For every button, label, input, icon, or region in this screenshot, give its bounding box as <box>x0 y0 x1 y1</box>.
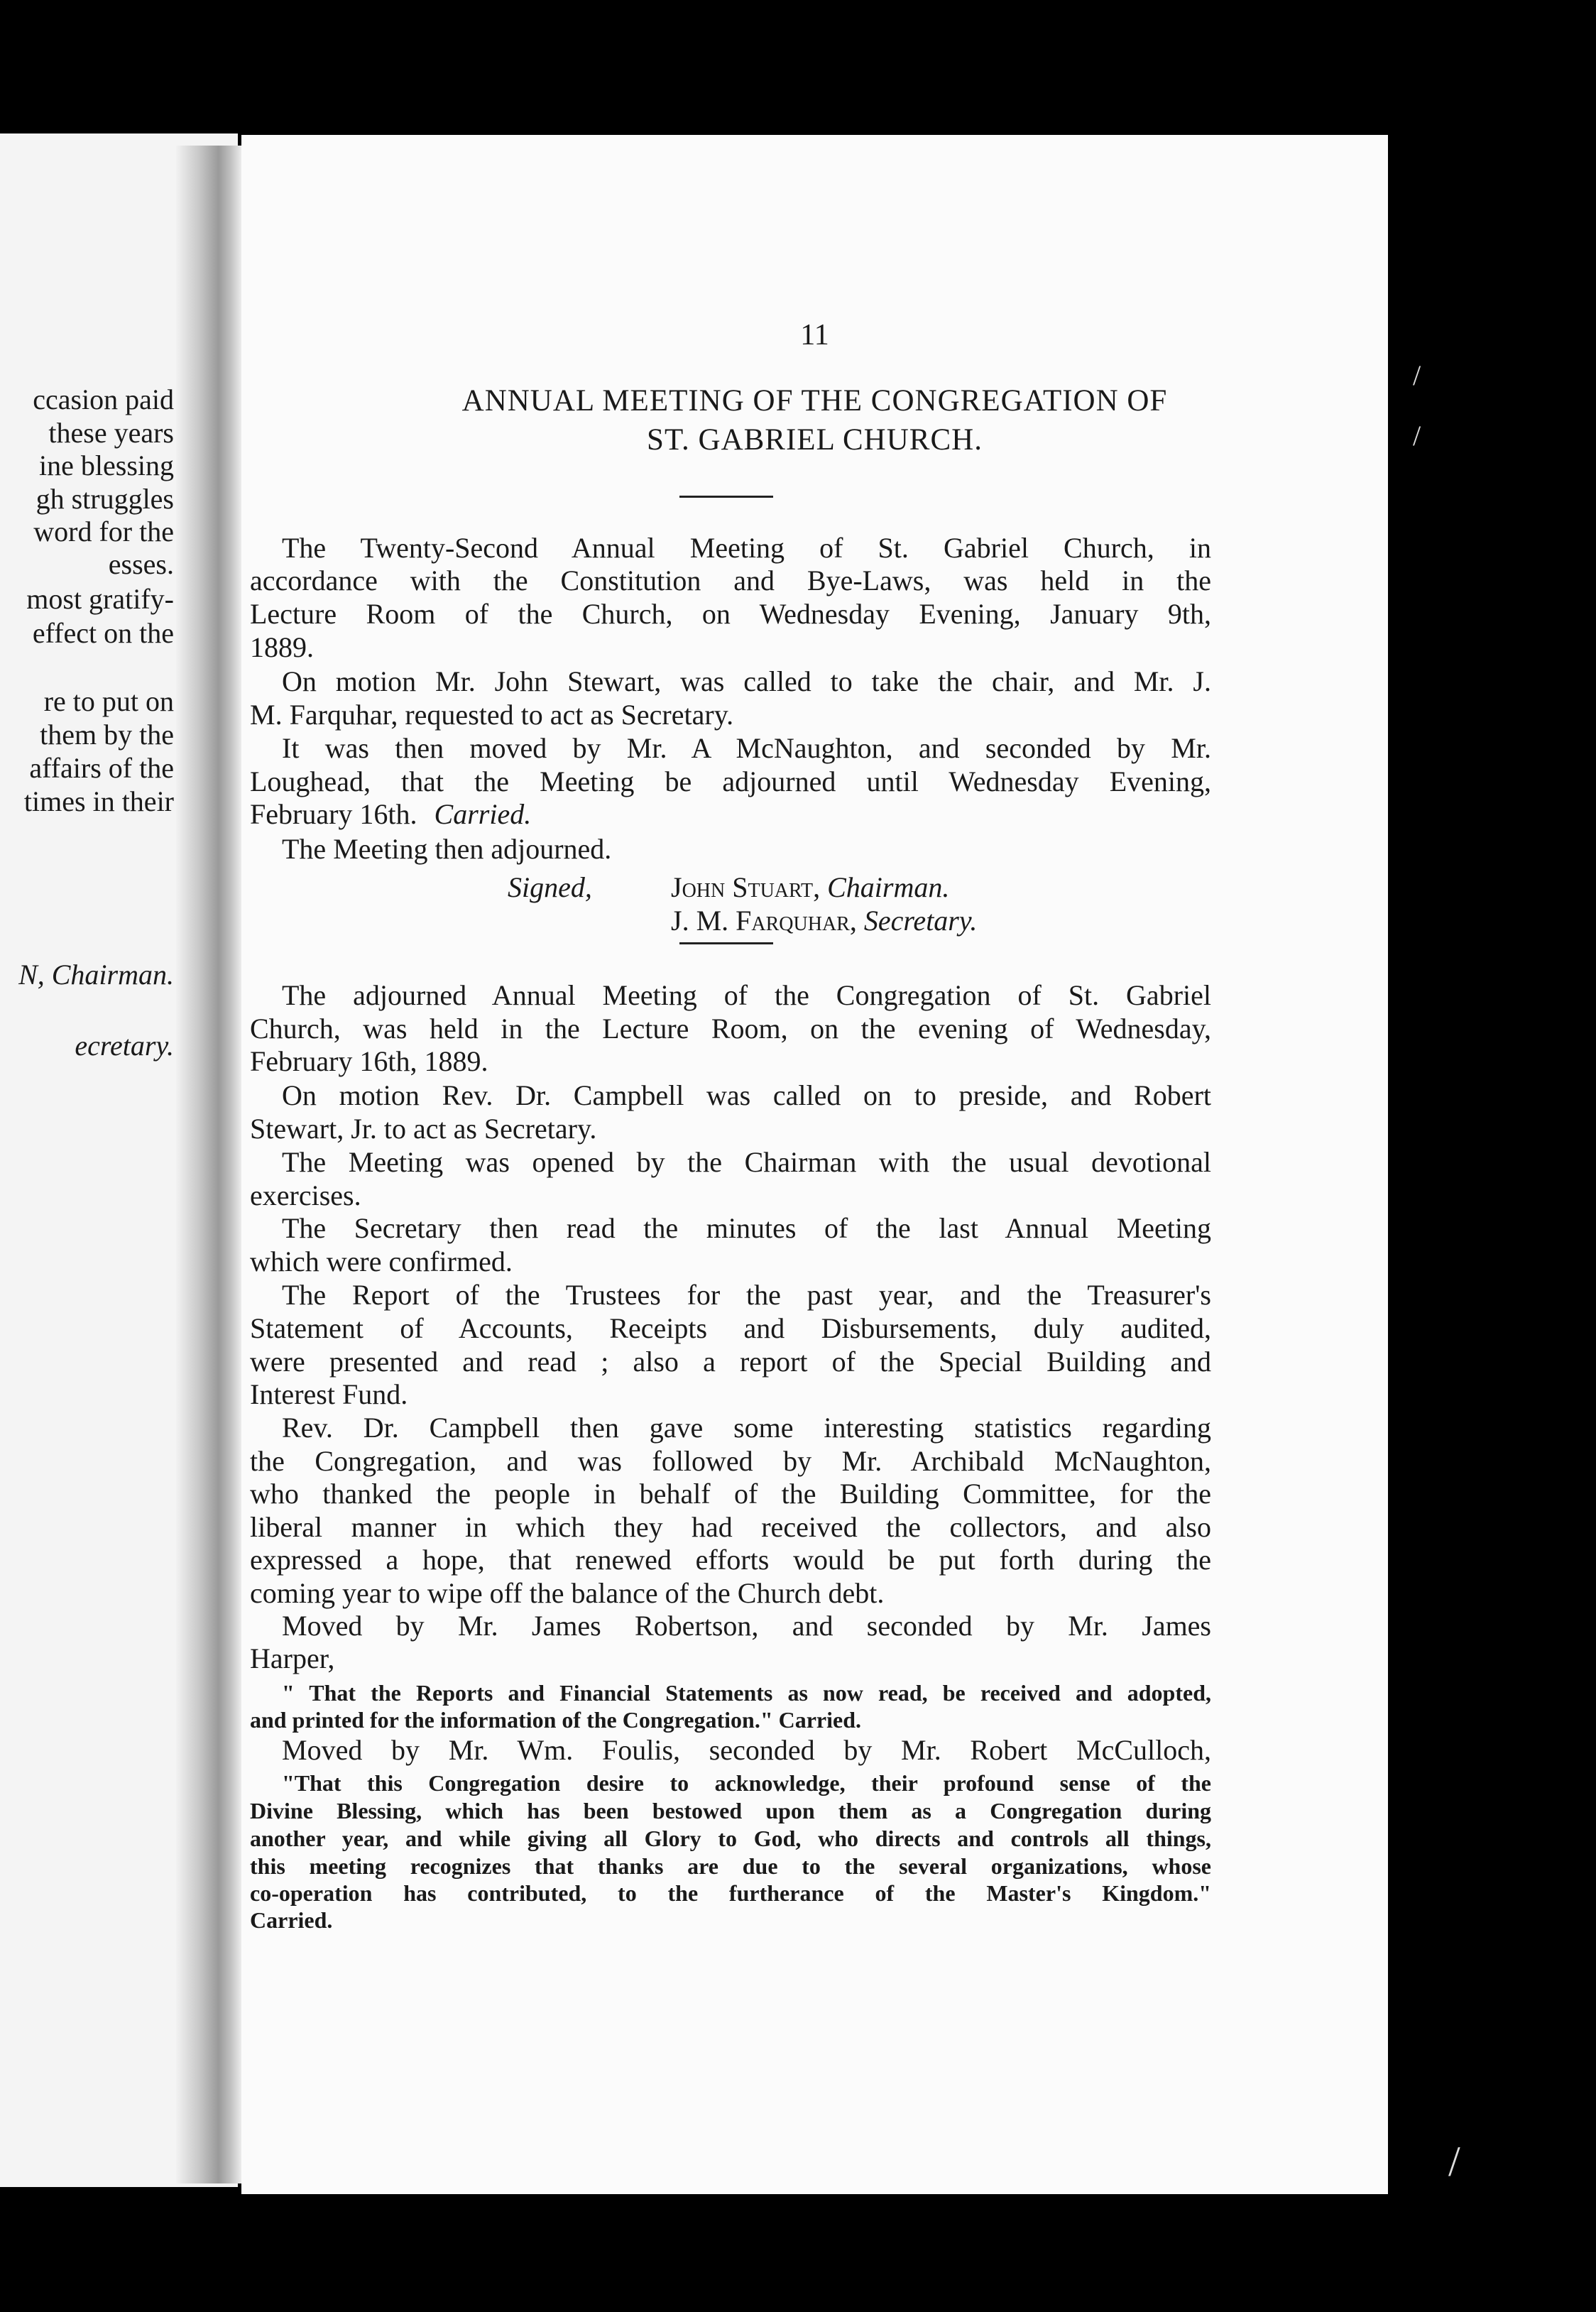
left-page-line: ccasion paid <box>33 383 174 415</box>
left-page-line: ine blessing <box>39 449 174 481</box>
book-spine-shadow <box>176 146 241 2183</box>
paragraph-line: the Congregation, and was followed by Mr. Archibald McNaughton, <box>250 1445 1211 1477</box>
carried-text: Carried. <box>434 798 532 830</box>
resolution-line: this meeting recognizes that thanks are due to the several organizations, whose <box>250 1853 1211 1879</box>
paragraph-line: coming year to wipe off the balance of the Church debt. <box>250 1577 885 1609</box>
paragraph-line: Church, was held in the Lecture Room, on the evening of Wednesday, <box>250 1013 1211 1045</box>
paragraph-line: which were confirmed. <box>250 1245 513 1277</box>
paragraph-line: Moved by Mr. James Robertson, and seconded by Mr. James <box>282 1610 1211 1642</box>
paragraph-line: 1889. <box>250 631 314 663</box>
paragraph-line: It was then moved by Mr. A McNaughton, and seconded by Mr. <box>282 732 1211 764</box>
chairman-signature <box>671 871 949 904</box>
resolution-line: " That the Reports and Financial Statements as now read, be received and adopted, <box>282 1680 1211 1706</box>
paragraph-line: were presented and read ; also a report of the Special Building and <box>250 1346 1211 1378</box>
left-page-line: most gratify- <box>26 583 174 615</box>
paragraph-line: exercises. <box>250 1179 361 1211</box>
resolution-line: Divine Blessing, which has been bestowed upon them as a Congregation during <box>250 1798 1211 1823</box>
paragraph-line: Lecture Room of the Church, on Wednesday Evening, January 9th, <box>250 598 1211 630</box>
divider-rule <box>679 942 773 944</box>
scan-speck: / <box>1413 420 1421 452</box>
left-page-line: word for the <box>33 516 174 547</box>
left-page-line: re to put on <box>43 685 174 717</box>
resolution-line: co-operation has contributed, to the furtherance of the Master's Kingdom." <box>250 1880 1211 1906</box>
resolution-line: and printed for the information of the Congregation." Carried. <box>250 1707 861 1733</box>
left-page-line: affairs of the <box>29 752 174 784</box>
date-text: February 16th. <box>250 798 417 830</box>
paragraph-line: February 16th, 1889. <box>250 1045 488 1077</box>
paragraph-line: Interest Fund. <box>250 1378 408 1410</box>
paragraph-line: Statement of Accounts, Receipts and Disbursements, duly audited, <box>250 1312 1211 1344</box>
resolution-line: "That this Congregation desire to acknowledge, their profound sense of the <box>282 1770 1211 1796</box>
resolution-line: another year, and while giving all Glory to God, who directs and controls all things, <box>250 1826 1211 1851</box>
paragraph-line: The Report of the Trustees for the past year, and the Treasurer's <box>282 1279 1211 1311</box>
left-page-line: ecretary. <box>75 1030 174 1062</box>
paragraph-line: The adjourned Annual Meeting of the Congregation of St. Gabriel <box>282 979 1211 1011</box>
secretary-signature <box>671 904 977 937</box>
paragraph-line: Rev. Dr. Campbell then gave some interesting statistics regarding <box>282 1412 1211 1444</box>
left-page-line: them by the <box>40 719 174 751</box>
left-page-line: esses. <box>108 548 174 580</box>
paragraph-line <box>250 800 531 829</box>
paragraph-line: The Meeting then adjourned. <box>282 833 612 865</box>
paragraph-line: liberal manner in which they had received the collectors, and also <box>250 1511 1211 1543</box>
paragraph-line: Loughead, that the Meeting be adjourned until Wednesday Evening, <box>250 765 1211 797</box>
paragraph-line: Stewart, Jr. to act as Secretary. <box>250 1113 597 1145</box>
scan-speck: / <box>1448 2138 1460 2185</box>
paragraph-line: M. Farquhar, requested to act as Secretary. <box>250 699 734 731</box>
chairman-role: Chairman. <box>827 871 950 903</box>
paragraph-line: Moved by Mr. Wm. Foulis, seconded by Mr. Robert McCulloch, <box>282 1734 1211 1766</box>
scan-speck: / <box>1413 359 1421 391</box>
left-page-line: N, Chairman. <box>18 959 174 991</box>
document-page <box>241 135 1388 2194</box>
divider-rule <box>679 496 773 498</box>
paragraph-line: The Secretary then read the minutes of the last Annual Meeting <box>282 1212 1211 1244</box>
paragraph-line: accordance with the Constitution and Bye-Laws, was held in the <box>250 565 1211 596</box>
left-page-line: these years <box>48 417 174 449</box>
left-page-line: gh struggles <box>35 483 174 515</box>
paragraph-line: expressed a hope, that renewed efforts would be put forth during the <box>250 1544 1211 1576</box>
paragraph-line: who thanked the people in behalf of the Building Committee, for the <box>250 1478 1211 1510</box>
page-number: 11 <box>800 319 829 351</box>
secretary-role: Secretary. <box>863 905 978 937</box>
paragraph-line: On motion Mr. John Stewart, was called to take the chair, and Mr. J. <box>282 665 1211 697</box>
page-title: ANNUAL MEETING OF THE CONGREGATION OF <box>461 384 1168 418</box>
left-page-line: times in their <box>23 785 174 817</box>
paragraph-line: The Meeting was opened by the Chairman with the usual devotional <box>282 1146 1211 1178</box>
page-subtitle: ST. GABRIEL CHURCH. <box>647 423 983 457</box>
secretary-name: J. M. Farquhar, <box>671 905 857 937</box>
paragraph-line: On motion Rev. Dr. Campbell was called on to preside, and Robert <box>282 1079 1211 1111</box>
resolution-line: Carried. <box>250 1907 333 1933</box>
paragraph-line: The Twenty-Second Annual Meeting of St. Gabriel Church, in <box>282 532 1211 564</box>
chairman-name: John Stuart, <box>671 871 821 903</box>
signed-label: Signed, <box>508 871 592 903</box>
paragraph-line: Harper, <box>250 1642 335 1674</box>
left-page-line: effect on the <box>32 617 174 649</box>
